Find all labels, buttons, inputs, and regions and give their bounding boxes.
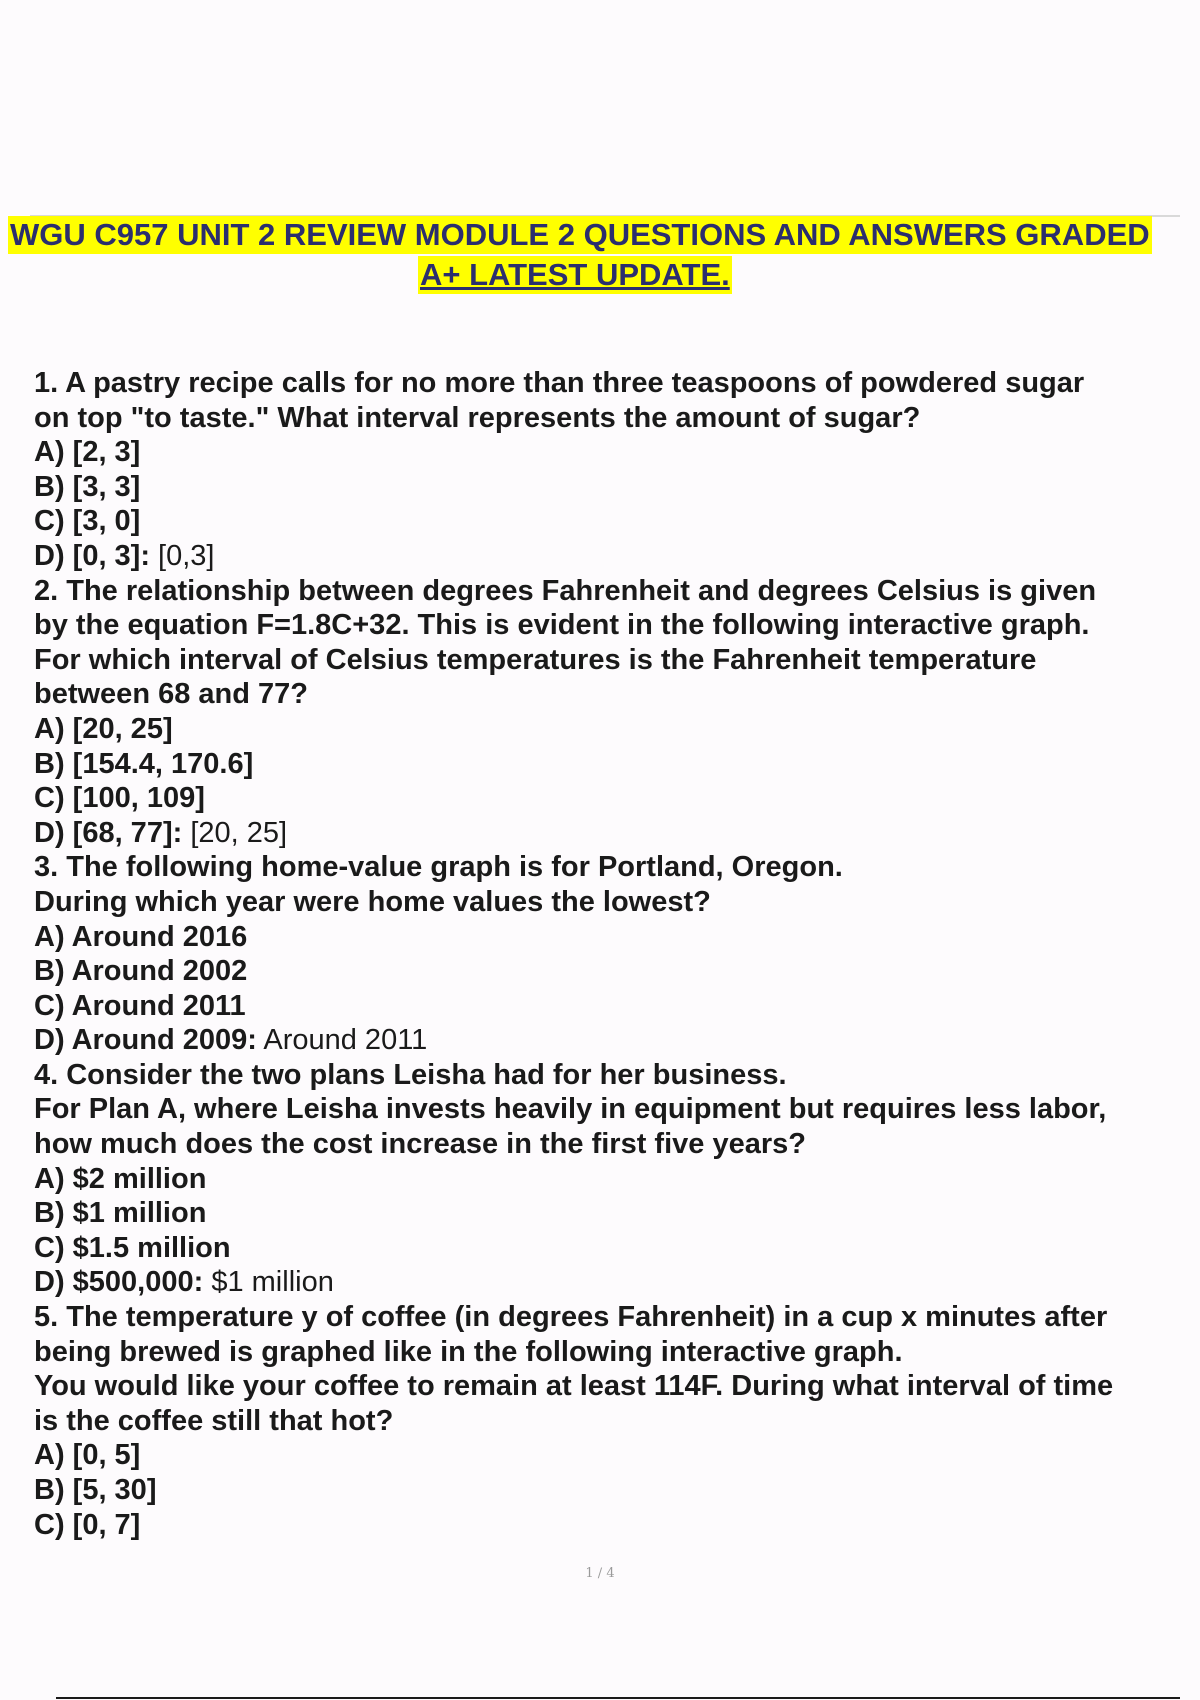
option-b: B) [3, 3]	[34, 470, 141, 503]
question-block	[34, 1300, 1174, 1542]
question-block	[34, 850, 1174, 1058]
question-text: is the coffee still that hot?	[34, 1404, 394, 1437]
option-c: C) $1.5 million	[34, 1231, 231, 1264]
question-text: how much does the cost increase in the first five years?	[34, 1128, 806, 1161]
question-text: 4. Consider the two plans Leisha had for her business.	[34, 1058, 787, 1091]
question-text: 2. The relationship between degrees Fahrenheit and degrees Celsius is given	[34, 574, 1097, 607]
question-text: During which year were home values the lowest?	[34, 885, 711, 918]
option-c: C) [3, 0]	[34, 505, 141, 538]
option-d: D) $500,000:	[34, 1266, 204, 1299]
option-b: B) [5, 30]	[34, 1474, 157, 1506]
page-number: 1 / 4	[585, 1566, 615, 1581]
question-text: 1. A pastry recipe calls for no more than three teaspoons of powdered sugar	[34, 367, 1085, 399]
question-text: being brewed is graphed like in the following interactive graph.	[34, 1335, 903, 1368]
title-line-1: WGU C957 UNIT 2 REVIEW MODULE 2 QUESTIONS AND ANSWERS GRADED	[10, 217, 1150, 252]
question-text: 5. The temperature y of coffee (in degrees Fahrenheit) in a cup x minutes after	[34, 1301, 1108, 1334]
option-a: A) [2, 3]	[34, 436, 141, 469]
answer-text: [0,3]	[150, 539, 215, 572]
option-a: A) [0, 5]	[34, 1439, 141, 1472]
question-text: between 68 and 77?	[34, 678, 308, 711]
option-a: A) Around 2016	[34, 920, 248, 953]
answer-text: [20, 25]	[182, 816, 288, 849]
option-c: C) [0, 7]	[34, 1508, 141, 1541]
option-d-with-answer	[34, 539, 1174, 574]
option-d-with-answer	[34, 1265, 1174, 1300]
option-a: A) [20, 25]	[34, 712, 173, 745]
option-c: C) Around 2011	[34, 989, 246, 1022]
question-text: For Plan A, where Leisha invests heavily in equipment but requires less labor,	[34, 1093, 1107, 1126]
question-text: You would like your coffee to remain at least 114F. During what interval of time	[34, 1370, 1114, 1403]
answer-text: $1 million	[203, 1266, 334, 1299]
option-b: B) Around 2002	[34, 955, 248, 988]
question-text: 3. The following home-value graph is for Portland, Oregon.	[34, 851, 843, 884]
answer-text: Around 2011	[256, 1024, 428, 1057]
option-d-with-answer	[34, 816, 1174, 851]
option-d: D) [68, 77]:	[34, 816, 183, 849]
option-d: D) Around 2009:	[34, 1024, 257, 1057]
question-list	[34, 366, 1174, 1542]
question-block	[34, 366, 1174, 574]
question-text: on top "to taste." What interval represents the amount of sugar?	[34, 401, 921, 434]
bottom-divider	[56, 1697, 1180, 1699]
option-c: C) [100, 109]	[34, 782, 205, 815]
option-b: B) [154.4, 170.6]	[34, 747, 254, 780]
title-line-2: A+ LATEST UPDATE.	[420, 257, 730, 292]
question-text: For which interval of Celsius temperatures is the Fahrenheit temperature	[34, 643, 1037, 676]
question-block	[34, 1058, 1174, 1300]
option-d: D) [0, 3]:	[34, 539, 150, 572]
option-d-with-answer	[34, 1023, 1174, 1058]
option-b: B) $1 million	[34, 1197, 207, 1230]
question-text: by the equation F=1.8C+32. This is evident in the following interactive graph.	[34, 609, 1090, 642]
question-block	[34, 574, 1174, 851]
option-a: A) $2 million	[34, 1162, 207, 1195]
